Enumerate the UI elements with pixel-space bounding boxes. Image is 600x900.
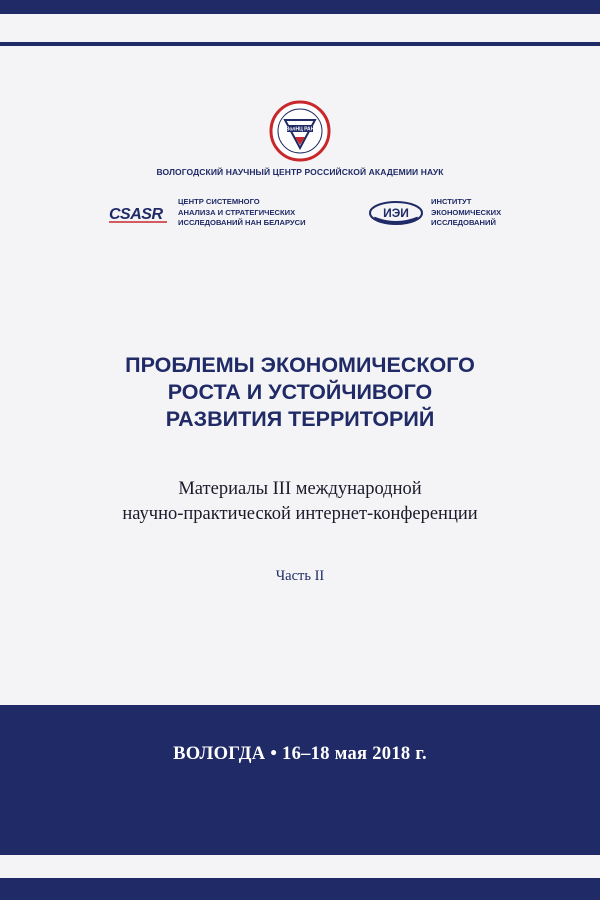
subtitle-line: научно-практической интернет-конференции xyxy=(122,504,478,524)
publication-title xyxy=(0,352,600,433)
iei-logo-text: ИЭИ xyxy=(383,205,409,220)
footer-stripe xyxy=(0,878,600,900)
iei-line: ЭКОНОМИЧЕСКИХ xyxy=(431,207,502,217)
csasr-line: ЦЕНТР СИСТЕМНОГО xyxy=(178,197,260,206)
title-line: РАЗВИТИЯ ТЕРРИТОРИЙ xyxy=(165,407,435,431)
top-stripe xyxy=(0,42,600,46)
partner-csasr xyxy=(107,197,306,229)
vscc-ras-emblem-icon xyxy=(269,100,331,162)
bottom-band xyxy=(0,705,600,855)
csasr-name xyxy=(178,197,306,229)
part-label: Часть II xyxy=(275,568,325,584)
organization-name: ВОЛОГОДСКИЙ НАУЧНЫЙ ЦЕНТР РОССИЙСКОЙ АКАДЕМИИ НАУК xyxy=(156,167,444,177)
place-date: ВОЛОГДА • 16–18 мая 2018 г. xyxy=(173,744,427,764)
iei-line: ИНСТИТУТ xyxy=(431,197,472,206)
csasr-line: ИССЛЕДОВАНИЙ НАН БЕЛАРУСИ xyxy=(178,218,306,227)
csasr-logo-text: CSASR xyxy=(109,205,163,223)
iei-name xyxy=(431,197,501,229)
csasr-logo-icon xyxy=(107,200,171,226)
csasr-line: АНАЛИЗА И СТРАТЕГИЧЕСКИХ xyxy=(178,207,296,217)
subtitle-line: Материалы III международной xyxy=(178,479,422,499)
emblem-label: ВолНЦ РАН xyxy=(285,126,315,133)
publication-subtitle xyxy=(0,477,600,527)
iei-logo-icon xyxy=(368,199,424,227)
title-line: ПРОБЛЕМЫ ЭКОНОМИЧЕСКОГО xyxy=(125,353,475,377)
partner-iei xyxy=(368,197,501,229)
top-band xyxy=(0,0,600,14)
title-line: РОСТА И УСТОЙЧИВОГО xyxy=(167,380,433,404)
iei-line: ИССЛЕДОВАНИЙ xyxy=(431,218,496,227)
